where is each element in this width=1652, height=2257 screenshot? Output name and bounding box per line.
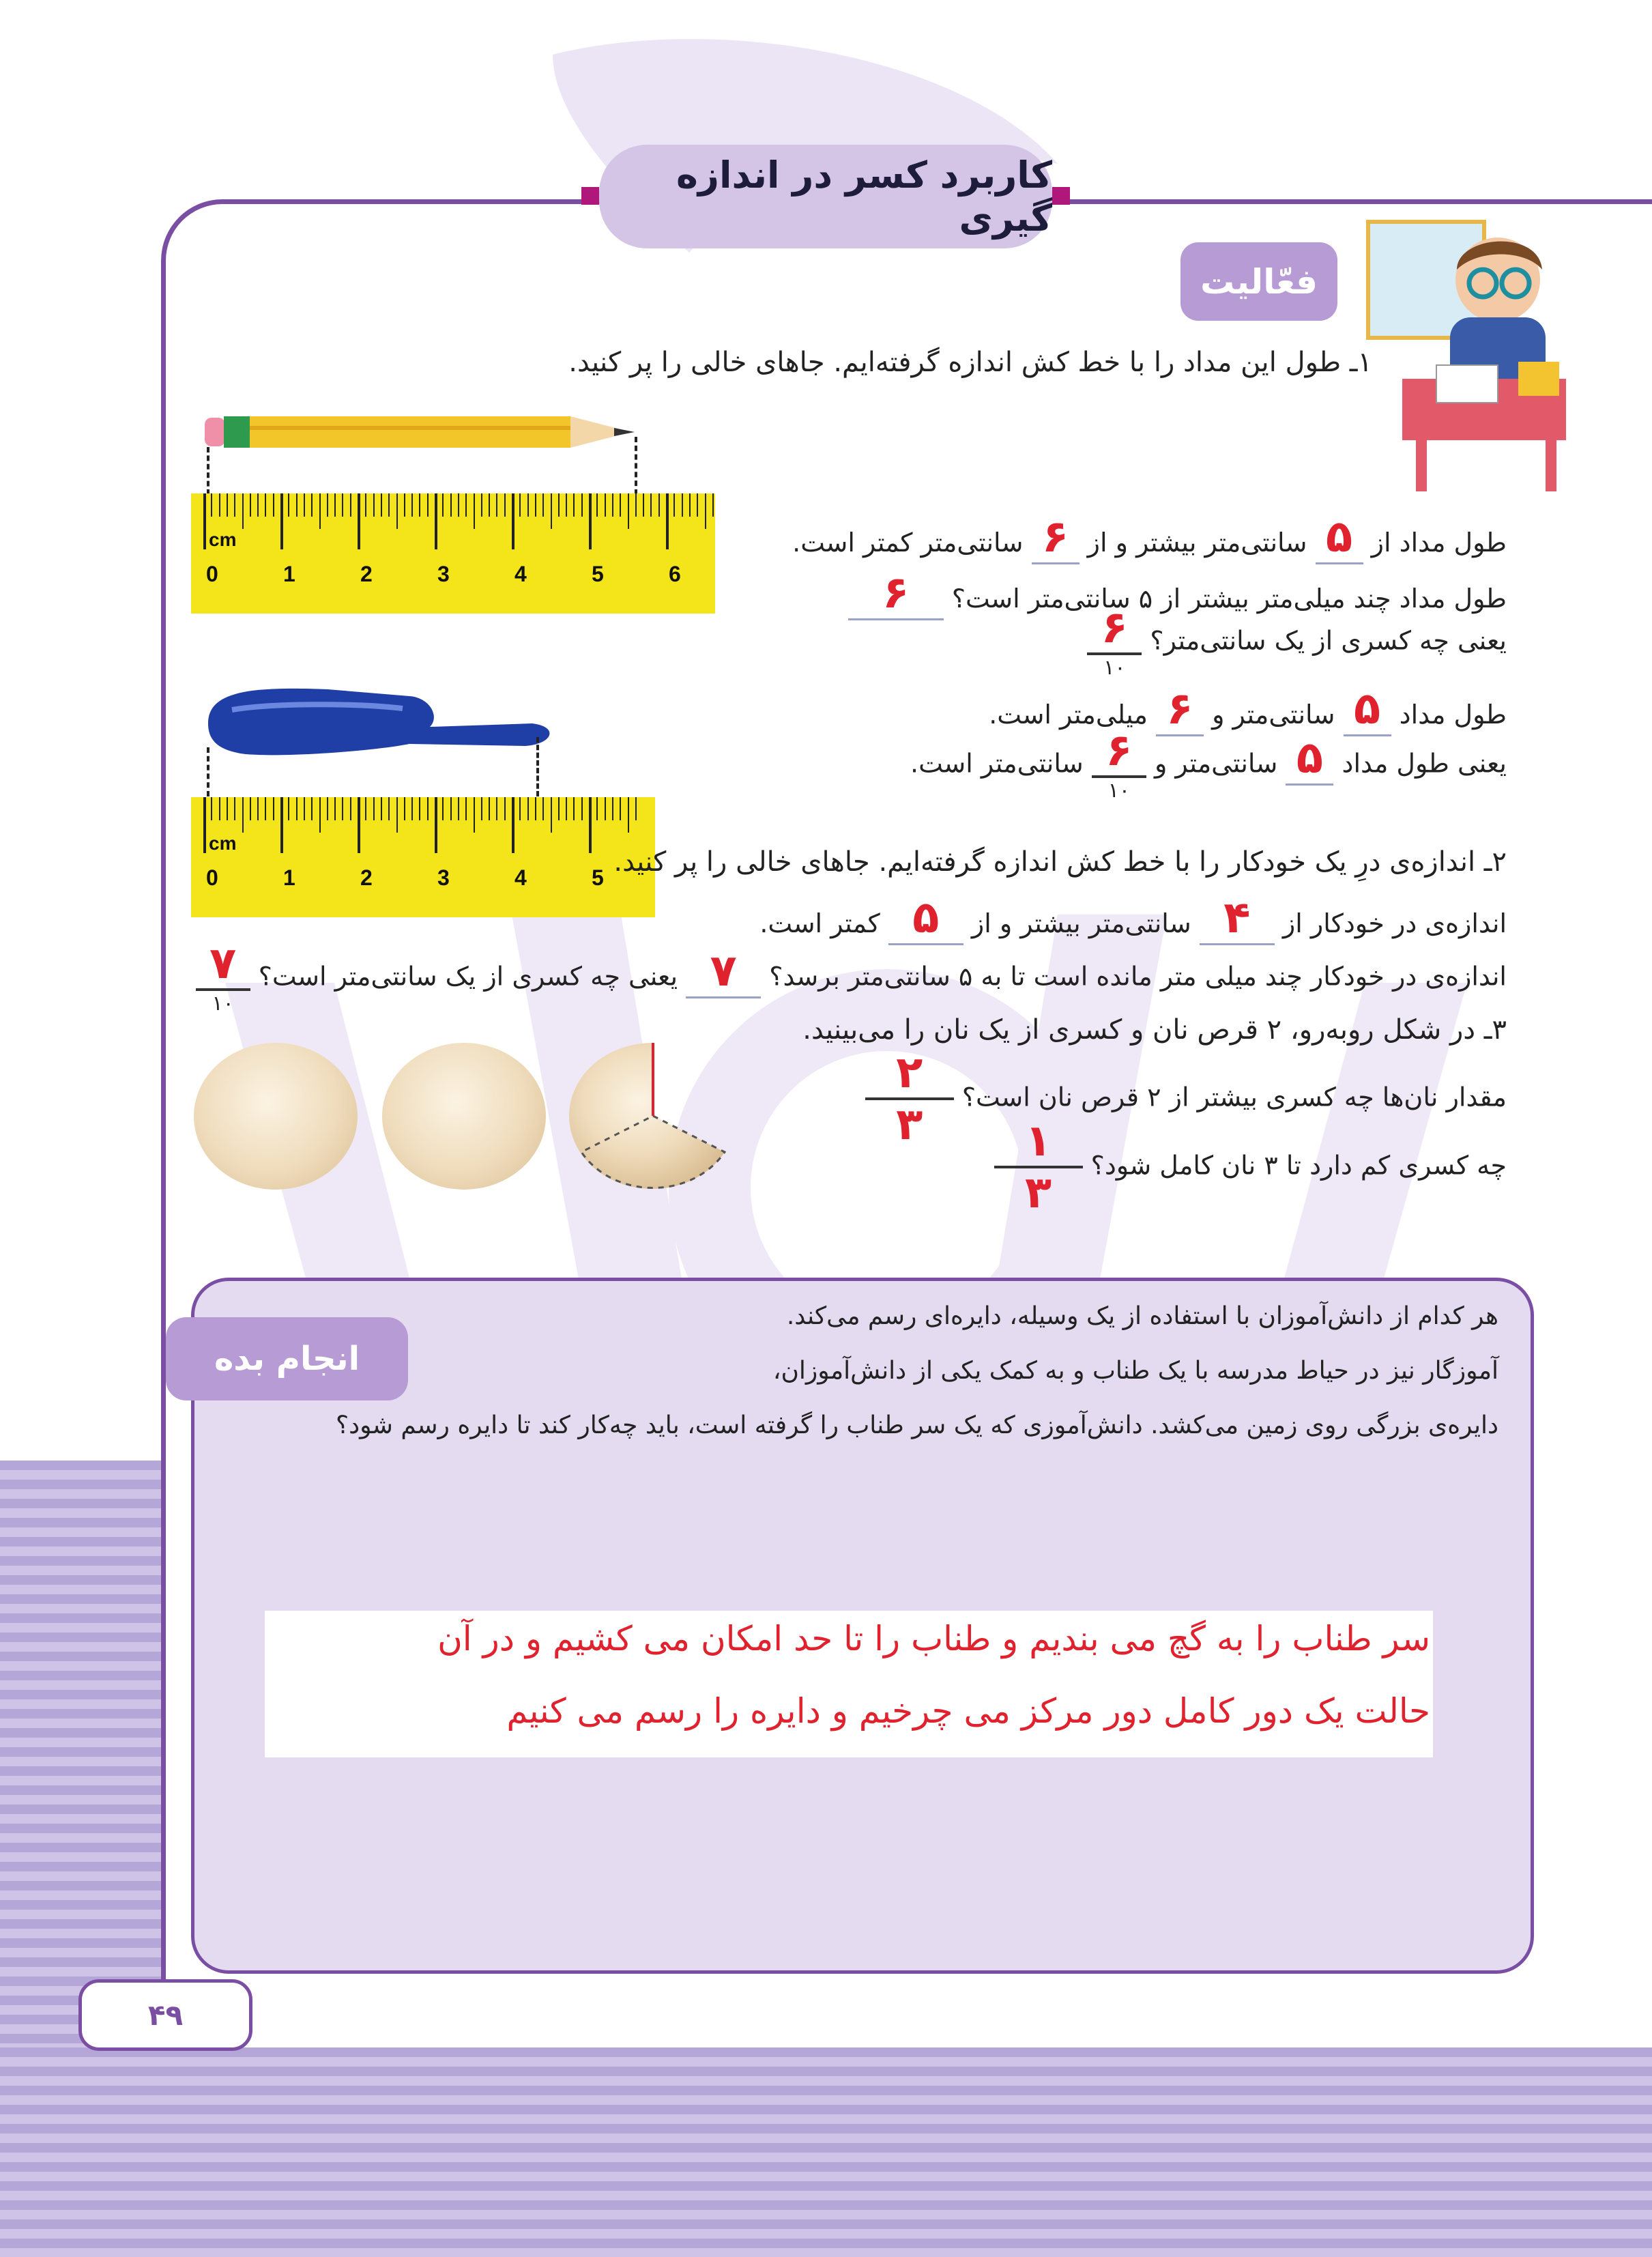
ruler-tick bbox=[242, 493, 244, 529]
q1-l1-answer-2[interactable]: ۶ bbox=[1032, 512, 1079, 564]
ruler-tick bbox=[288, 493, 289, 517]
ruler-tick bbox=[250, 797, 251, 820]
task-badge: انجام بده bbox=[166, 1317, 408, 1400]
task-line-3: دایره‌ی بزرگی روی زمین می‌کشد. دانش‌آموزی که یک سر طناب را گرفته است، باید چه‌کار کند تا دایره رسم شود؟ bbox=[336, 1411, 1498, 1439]
ruler-tick bbox=[211, 797, 212, 820]
ruler-tick bbox=[496, 797, 497, 820]
q1-l1-text-b: سانتی‌متر بیشتر و از bbox=[1087, 528, 1307, 558]
ruler-tick bbox=[551, 493, 552, 529]
answer-line-1[interactable]: سر طناب را به گچ می بندیم و طناب را تا حد امکان می کشیم و در آن bbox=[437, 1619, 1430, 1658]
ruler-tick bbox=[311, 493, 313, 517]
ruler-tick bbox=[566, 493, 567, 517]
fraction-bar bbox=[1092, 775, 1146, 778]
q1-l5-answer-1[interactable]: ۵ bbox=[1286, 733, 1333, 786]
ruler-tick bbox=[596, 493, 598, 517]
ruler-label: 4 bbox=[515, 562, 527, 586]
ruler-tick bbox=[481, 797, 482, 820]
task-line-1: هر کدام از دانش‌آموزان با استفاده از یک وسیله، دایره‌ای رسم می‌کند. bbox=[786, 1302, 1498, 1330]
q1-line-5 bbox=[910, 725, 1507, 803]
ruler-tick bbox=[334, 493, 336, 517]
ruler-tick bbox=[527, 797, 529, 820]
ruler-tick bbox=[635, 797, 637, 820]
ruler-tick bbox=[573, 797, 575, 820]
ruler-tick bbox=[234, 797, 235, 820]
q3-l2-text-a: چه کسری کم دارد تا ۳ نان کامل شود؟ bbox=[1090, 1150, 1507, 1181]
ruler-tick bbox=[542, 797, 544, 820]
ruler-tick bbox=[427, 797, 429, 820]
q2-l1-text-a: اندازه‌ی در خودکار از bbox=[1282, 908, 1507, 938]
ruler-tick bbox=[227, 797, 228, 820]
ruler-tick bbox=[219, 493, 220, 517]
ruler-label: 3 bbox=[437, 865, 450, 890]
ruler-tick bbox=[435, 493, 437, 549]
ruler-tick bbox=[350, 493, 351, 517]
ruler-tick bbox=[589, 493, 592, 549]
ruler-tick bbox=[419, 493, 420, 517]
ruler-tick bbox=[419, 797, 420, 820]
ruler-tick bbox=[605, 797, 606, 820]
ruler-tick bbox=[365, 797, 366, 820]
q1-l3-text-a: یعنی چه کسری از یک سانتی‌متر؟ bbox=[1150, 625, 1507, 656]
ruler-tick bbox=[558, 493, 560, 517]
ruler-label: 4 bbox=[515, 865, 527, 890]
ruler-tick bbox=[566, 797, 567, 820]
ruler-tick bbox=[296, 493, 298, 517]
ruler-tick bbox=[365, 493, 366, 517]
ruler-tick bbox=[620, 493, 621, 517]
ruler-tick bbox=[257, 493, 259, 517]
ruler-tick bbox=[373, 797, 375, 820]
ruler-tick bbox=[304, 493, 305, 517]
ruler-tick bbox=[280, 493, 283, 549]
ruler-tick bbox=[558, 797, 560, 820]
ruler-tick bbox=[450, 797, 452, 820]
ruler-tick bbox=[527, 493, 529, 517]
ruler-tick bbox=[411, 493, 413, 517]
ruler-tick bbox=[573, 493, 575, 517]
ruler-tick bbox=[481, 493, 482, 517]
q2-l2-text-b: یعنی چه کسری از یک سانتی‌متر است؟ bbox=[258, 961, 678, 992]
q1-l5-fraction[interactable] bbox=[1092, 725, 1146, 803]
ruler-tick bbox=[373, 493, 375, 517]
ruler-tick bbox=[551, 797, 552, 833]
ruler-tick bbox=[250, 493, 251, 517]
ruler-cm-1 bbox=[191, 493, 715, 614]
q3-l2-fraction[interactable] bbox=[994, 1116, 1083, 1218]
q1-l3-numerator: ۶ bbox=[1101, 603, 1128, 653]
q2-l2-fraction[interactable] bbox=[196, 938, 250, 1016]
q3-l1-text-a: مقدار نان‌ها چه کسری بیشتر از ۲ قرص نان است؟ bbox=[961, 1082, 1507, 1112]
q3-l2-numerator: ۱ bbox=[1025, 1116, 1052, 1166]
q1-line-3 bbox=[1087, 603, 1507, 680]
ruler-tick bbox=[489, 797, 490, 820]
ruler-tick bbox=[474, 797, 475, 833]
ruler-tick bbox=[535, 797, 536, 820]
ruler-tick bbox=[319, 493, 321, 529]
ruler-label: 0 bbox=[206, 562, 218, 586]
q1-l4-answer-2[interactable]: ۶ bbox=[1156, 684, 1204, 736]
ruler-tick bbox=[358, 797, 360, 853]
ruler-tick bbox=[404, 493, 405, 517]
ruler-tick bbox=[682, 493, 683, 517]
ruler-tick bbox=[705, 493, 706, 529]
ruler-tick bbox=[650, 493, 652, 517]
q2-line-2 bbox=[196, 938, 1507, 1016]
q1-l5-numerator: ۶ bbox=[1105, 725, 1133, 776]
ruler-tick bbox=[458, 797, 459, 820]
ruler-unit: cm bbox=[209, 833, 237, 854]
ruler-tick bbox=[265, 797, 266, 820]
q3-l1-numerator: ۲ bbox=[896, 1048, 923, 1098]
q1-l1-text-c: سانتی‌متر کمتر است. bbox=[792, 528, 1024, 558]
ruler-tick bbox=[635, 493, 637, 517]
pencil-measure-left bbox=[207, 447, 209, 495]
q2-l2-text-a: اندازه‌ی در خودکار چند میلی متر مانده است تا به ۵ سانتی‌متر برسد؟ bbox=[769, 961, 1507, 992]
q2-line-1 bbox=[759, 893, 1507, 945]
ruler-tick bbox=[512, 797, 515, 853]
ruler-tick bbox=[519, 797, 521, 820]
student-at-desk-illustration bbox=[1361, 215, 1586, 495]
ruler-tick bbox=[319, 797, 321, 833]
ruler-tick bbox=[450, 493, 452, 517]
q3-l1-fraction[interactable] bbox=[865, 1048, 954, 1150]
title-left-marker bbox=[581, 187, 599, 205]
ruler-tick bbox=[496, 493, 497, 517]
answer-line-2[interactable]: حالت یک دور کامل دور مرکز می چرخیم و دایره را رسم می کنیم bbox=[506, 1691, 1430, 1731]
ruler-tick bbox=[327, 493, 328, 517]
pencil-measure-right bbox=[635, 437, 637, 495]
fraction-bar bbox=[196, 988, 250, 991]
q1-prompt: ۱ـ طول این مداد را با خط کش اندازه گرفته‌ایم. جاهای خالی را پر کنید. bbox=[568, 347, 1372, 378]
pencil-illustration bbox=[205, 409, 648, 464]
ruler-tick bbox=[381, 493, 382, 517]
page-title: کاربرد کسر در اندازه گیری bbox=[599, 145, 1052, 248]
ruler-tick bbox=[712, 493, 714, 517]
q1-l5-text-a: یعنی طول مداد bbox=[1342, 748, 1507, 779]
ruler-tick bbox=[435, 797, 437, 853]
q1-l4-text-b: سانتی‌متر و bbox=[1212, 700, 1335, 730]
ruler-tick bbox=[666, 493, 669, 549]
ruler-tick bbox=[442, 797, 444, 820]
ruler-tick bbox=[465, 797, 467, 820]
q1-l1-text-a: طول مداد از bbox=[1371, 528, 1507, 558]
ruler-label: 1 bbox=[283, 865, 295, 890]
ruler-tick bbox=[596, 797, 598, 820]
ruler-tick bbox=[620, 797, 621, 820]
ruler-tick bbox=[273, 493, 274, 517]
q1-l3-fraction[interactable] bbox=[1087, 603, 1142, 680]
q2-l1-answer-2[interactable]: ۵ bbox=[888, 893, 963, 945]
ruler-tick bbox=[203, 493, 206, 549]
q2-l1-text-c: کمتر است. bbox=[759, 908, 880, 938]
ruler-tick bbox=[311, 797, 313, 820]
ruler-tick bbox=[342, 797, 343, 820]
ruler-tick bbox=[265, 493, 266, 517]
ruler-tick bbox=[581, 493, 583, 517]
ruler-tick bbox=[396, 797, 398, 833]
title-right-marker bbox=[1052, 187, 1070, 205]
q2-l2-numerator: ۷ bbox=[209, 938, 237, 989]
bread-whole-1 bbox=[194, 1043, 358, 1190]
q2-l2-denominator: ۱۰ bbox=[212, 992, 234, 1016]
q1-l5-denominator: ۱۰ bbox=[1107, 779, 1130, 803]
ruler-tick bbox=[458, 493, 459, 517]
cap-measure-left bbox=[207, 747, 209, 796]
ruler-tick bbox=[273, 797, 274, 820]
ruler-label: 2 bbox=[360, 562, 373, 586]
q3-line-2 bbox=[994, 1116, 1507, 1218]
ruler-tick bbox=[581, 797, 583, 820]
q1-l5-text-c: سانتی‌متر است. bbox=[910, 748, 1084, 779]
ruler-tick bbox=[334, 797, 336, 820]
q3-l2-denominator: ۳ bbox=[1025, 1168, 1052, 1218]
ruler-tick bbox=[388, 797, 390, 820]
bread-whole-2 bbox=[382, 1043, 546, 1190]
bread-fraction bbox=[568, 1043, 738, 1190]
q1-l2-text-a: طول مداد چند میلی‌متر بیشتر از ۵ سانتی‌متر است؟ bbox=[951, 584, 1507, 614]
ruler-tick bbox=[519, 493, 521, 517]
q1-l3-denominator: ۱۰ bbox=[1103, 656, 1126, 680]
ruler-tick bbox=[211, 493, 212, 517]
ruler-tick bbox=[673, 493, 675, 517]
ruler-label: 6 bbox=[669, 562, 681, 586]
ruler-tick bbox=[404, 797, 405, 820]
ruler-label: 5 bbox=[592, 865, 604, 890]
ruler-tick bbox=[411, 797, 413, 820]
ruler-tick bbox=[280, 797, 283, 853]
ruler-tick bbox=[234, 493, 235, 517]
ruler-tick bbox=[489, 493, 490, 517]
q1-l1-answer-1[interactable]: ۵ bbox=[1316, 512, 1363, 564]
ruler-tick bbox=[689, 493, 691, 517]
pen-cap-illustration bbox=[205, 676, 560, 771]
ruler-tick bbox=[358, 493, 360, 549]
q1-l4-answer-1[interactable]: ۵ bbox=[1344, 684, 1391, 736]
cap-measure-right bbox=[536, 737, 539, 796]
ruler-tick bbox=[288, 797, 289, 820]
page-number: ۴۹ bbox=[78, 1979, 252, 2051]
ruler-tick bbox=[242, 797, 244, 833]
ruler-tick bbox=[628, 493, 629, 529]
ruler-tick bbox=[381, 797, 382, 820]
ruler-tick bbox=[342, 493, 343, 517]
task-line-2: آموزگار نیز در حیاط مدرسه با یک طناب و به کمک یکی از دانش‌آموزان، bbox=[772, 1357, 1498, 1385]
q3-l1-denominator: ۳ bbox=[896, 1099, 923, 1150]
ruler-label: 5 bbox=[592, 562, 604, 586]
ruler-tick bbox=[465, 493, 467, 517]
q2-l1-text-b: سانتی‌متر بیشتر و از bbox=[971, 908, 1191, 938]
ruler-tick bbox=[589, 797, 592, 853]
ruler-tick bbox=[327, 797, 328, 820]
q3-prompt: ۳ـ در شکل روبه‌رو، ۲ قرص نان و کسری از یک نان را می‌بینید. bbox=[802, 1014, 1507, 1046]
ruler-cm-2 bbox=[191, 797, 655, 917]
q1-l2-answer[interactable]: ۶ bbox=[848, 568, 944, 620]
ruler-tick bbox=[628, 797, 629, 833]
ruler-tick bbox=[643, 493, 644, 517]
ruler-tick bbox=[612, 797, 613, 820]
ruler-tick bbox=[304, 797, 305, 820]
fraction-bar bbox=[1087, 652, 1142, 655]
ruler-label: 1 bbox=[283, 562, 295, 586]
ruler-tick bbox=[203, 797, 206, 853]
ruler-tick bbox=[219, 797, 220, 820]
ruler-tick bbox=[605, 493, 606, 517]
q1-l4-text-c: میلی‌متر است. bbox=[989, 700, 1148, 730]
ruler-tick bbox=[396, 493, 398, 529]
ruler-tick bbox=[474, 493, 475, 529]
activity-badge: فعّالیت bbox=[1180, 242, 1337, 321]
ruler-tick bbox=[442, 493, 444, 517]
ruler-tick bbox=[388, 493, 390, 517]
ruler-tick bbox=[504, 493, 506, 517]
ruler-label: 2 bbox=[360, 865, 373, 890]
q2-l2-answer[interactable]: ۷ bbox=[686, 946, 761, 998]
ruler-tick bbox=[512, 493, 515, 549]
ruler-tick bbox=[658, 493, 660, 517]
ruler-tick bbox=[227, 493, 228, 517]
q2-prompt: ۲ـ اندازه‌ی درِ یک خودکار را با خط کش اندازه گرفته‌ایم. جاهای خالی را پر کنید. bbox=[613, 846, 1507, 878]
ruler-label: 3 bbox=[437, 562, 450, 586]
ruler-unit: cm bbox=[209, 529, 237, 550]
q1-l5-text-b: سانتی‌متر و bbox=[1154, 748, 1278, 779]
ruler-tick bbox=[427, 493, 429, 517]
ruler-tick bbox=[535, 493, 536, 517]
ruler-tick bbox=[697, 493, 698, 517]
ruler-tick bbox=[612, 493, 613, 517]
bottom-stripe-band bbox=[0, 2047, 1652, 2257]
ruler-tick bbox=[296, 797, 298, 820]
q1-line-1 bbox=[792, 512, 1507, 564]
q2-l1-answer-1[interactable]: ۴ bbox=[1200, 893, 1275, 945]
ruler-tick bbox=[542, 493, 544, 517]
ruler-tick bbox=[350, 797, 351, 820]
ruler-label: 0 bbox=[206, 865, 218, 890]
ruler-tick bbox=[257, 797, 259, 820]
ruler-tick bbox=[504, 797, 506, 820]
q1-l4-text-a: طول مداد bbox=[1399, 700, 1507, 730]
